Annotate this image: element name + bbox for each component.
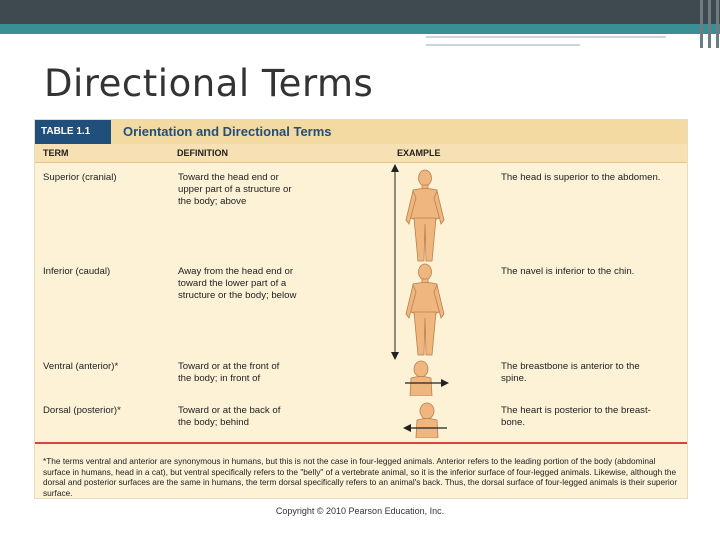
profile-anterior-arrow-icon: [399, 360, 453, 396]
definition-cell: Away from the head end or toward the lower part of a structure or the body; below: [178, 266, 297, 301]
header-example: EXAMPLE: [397, 148, 441, 158]
top-thin-line: [426, 44, 580, 46]
table-header: [35, 120, 687, 144]
corner-stripe: [708, 0, 711, 48]
table-title: Orientation and Directional Terms: [123, 124, 332, 139]
human-figure-icon: [397, 262, 453, 358]
slide-title: Directional Terms: [44, 62, 374, 105]
directional-terms-table: [34, 119, 688, 499]
table-label: TABLE 1.1: [35, 120, 111, 144]
copyright-notice: Copyright © 2010 Pearson Education, Inc.: [275, 506, 445, 516]
corner-stripe: [716, 0, 719, 48]
example-cell: The breastbone is anterior to the spine.: [501, 361, 640, 384]
term-cell: Inferior (caudal): [43, 266, 111, 277]
example-cell: The navel is inferior to the chin.: [501, 266, 635, 277]
example-cell: The heart is posterior to the breast- bone.: [501, 405, 651, 428]
top-thin-line: [426, 36, 666, 38]
top-dark-bar: [0, 0, 720, 24]
corner-stripe: [700, 0, 703, 48]
human-figure-icon: [397, 168, 453, 264]
example-cell: The head is superior to the abdomen.: [501, 172, 661, 183]
header-term: TERM: [43, 148, 69, 158]
term-cell: Ventral (anterior)*: [43, 361, 119, 372]
definition-cell: Toward or at the back of the body; behind: [178, 405, 281, 428]
header-definition: DEFINITION: [177, 148, 228, 158]
definition-cell: Toward or at the front of the body; in front of: [178, 361, 280, 384]
footnote-divider: [35, 442, 687, 444]
top-teal-bar: [0, 24, 720, 34]
definition-cell: Toward the head end or upper part of a structure or the body; above: [178, 172, 292, 207]
term-cell: Dorsal (posterior)*: [43, 405, 121, 416]
profile-posterior-arrow-icon: [399, 402, 453, 438]
term-cell: Superior (cranial): [43, 172, 117, 183]
table-footnote: *The terms ventral and anterior are synonymous in humans, but this is not the case in four-legged animals. Anterior refers to the leading portion of the body (abdominal surface in humans, head in a cat), but ventral specifically refers to the "belly" of a vertebrate animal, so it is the inferior surface of four-legged animals. Likewise, although the dorsal and posterior surfaces are the same in humans, the term dorsal specifically refers to an animal's back. Thus, the dorsal surface of four-legged animals is their superior surface.: [43, 456, 678, 498]
column-headers: [35, 144, 687, 163]
